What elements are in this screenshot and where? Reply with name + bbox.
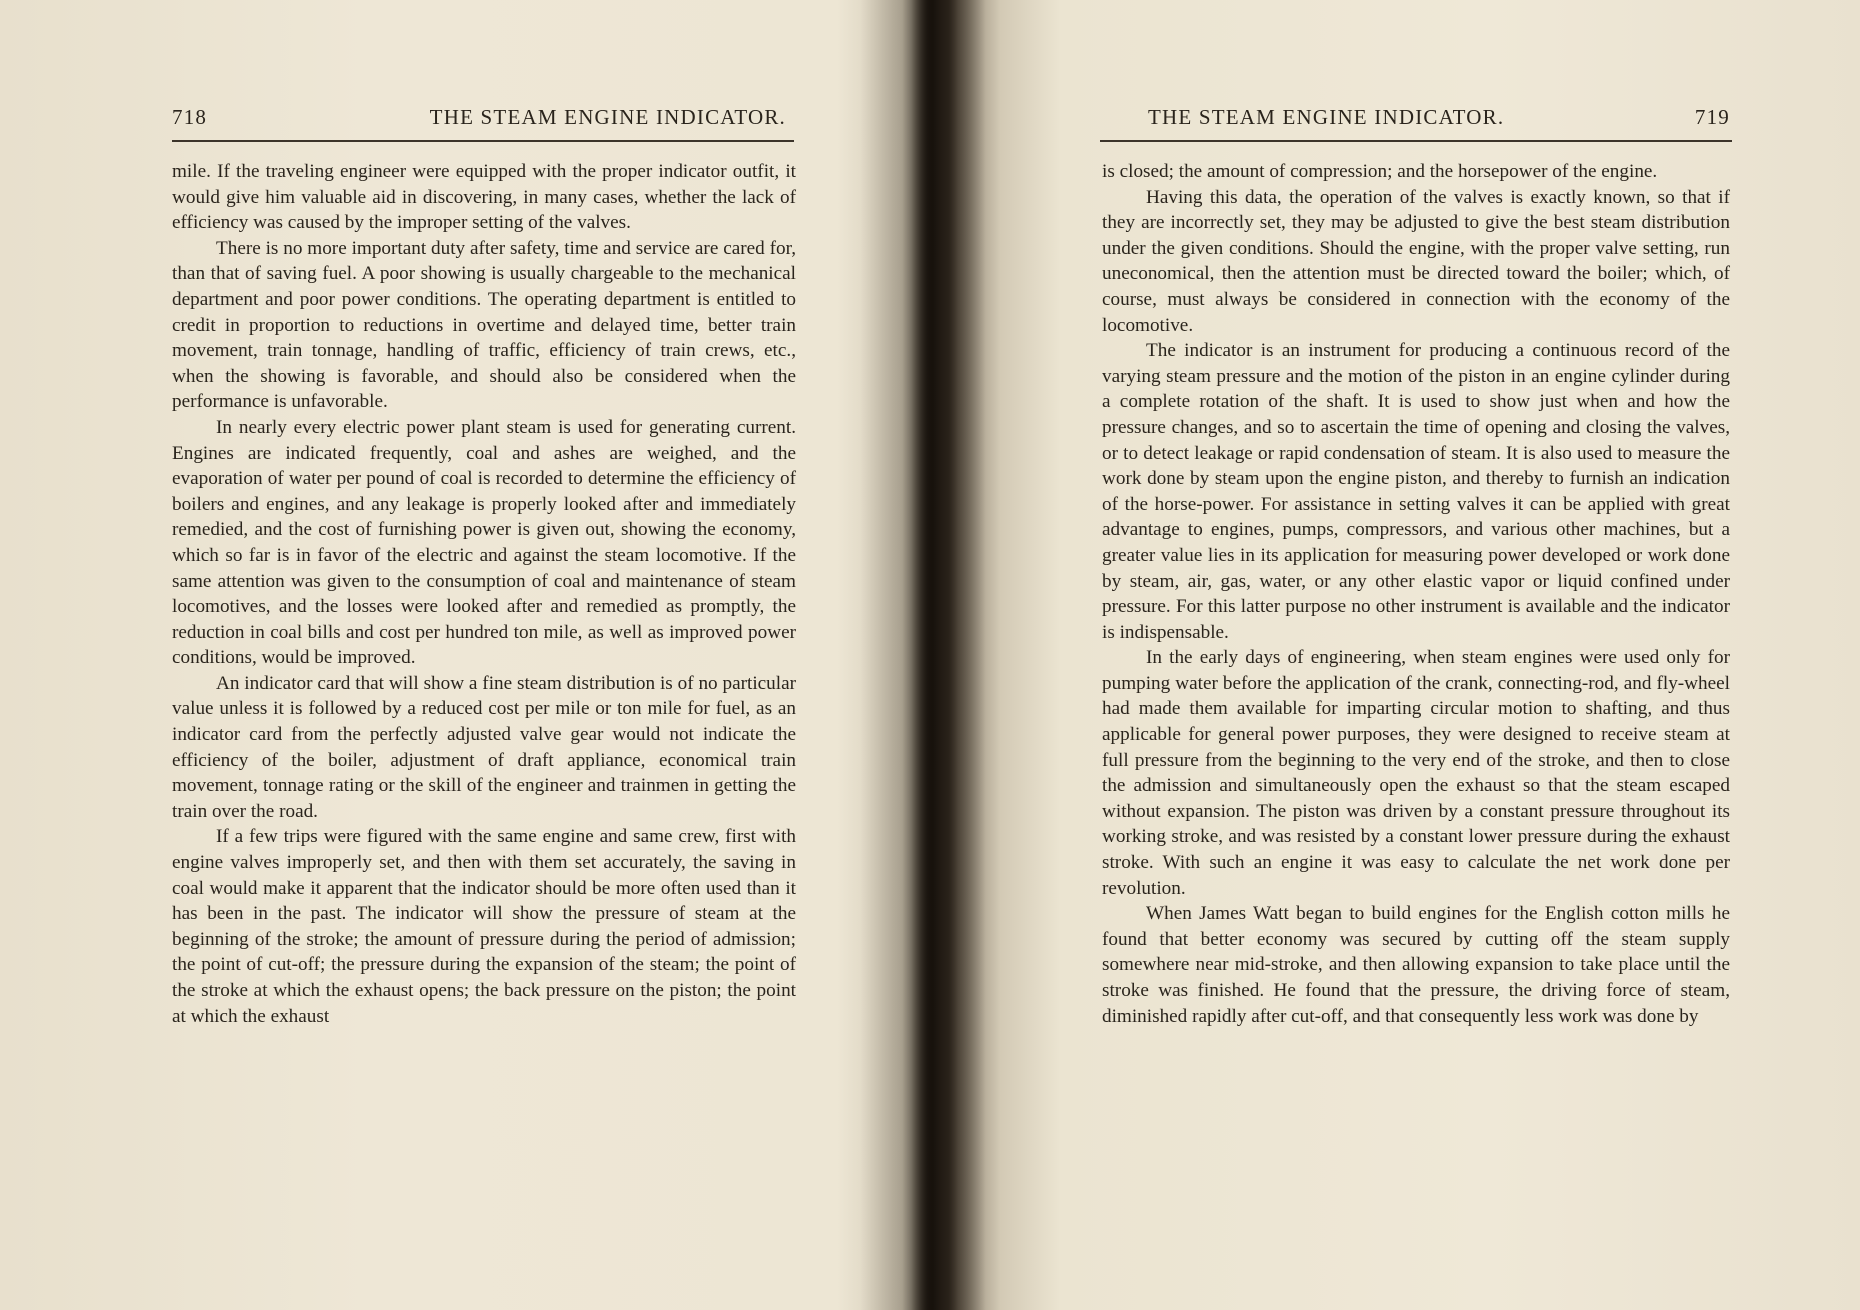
right-body-text xyxy=(1102,159,1730,1029)
right-paragraph-5: When James Watt began to build engines for the English cotton mills he found that better economy was secured by cutting off the steam supply somewhere near mid-stroke, and then allowing expansion to take place until the stroke was finished. He found that the pressure, the driving force of steam, diminished rapidly after cut-off, and that consequently less work was done by xyxy=(1102,903,1730,1027)
left-header-rule xyxy=(172,140,794,142)
right-page xyxy=(940,0,1860,1310)
right-paragraph-1: is closed; the amount of compression; and the horsepower of the engine. xyxy=(1102,161,1658,182)
left-paragraph-3: In nearly every electric power plant steam is used for generating current. Engines are indicated frequently, coal and ashes are weighed, and the evaporation of water per pound of coal is recorded to determine the efficiency of boilers and engines, and any leakage is properly looked after and immediately remedied, and the cost of furnishing power is given out, showing the economy, which so far is in favor of the electric and against the steam locomotive. If the same attention was given to the consumption of coal and maintenance of steam locomotives, and the losses were looked after and remedied as promptly, the reduction in coal bills and cost per hundred ton mile, as well as improved power conditions, would be improved. xyxy=(172,416,796,669)
left-paragraph-1: mile. If the traveling engineer were equipped with the proper indicator outfit, it would give him valuable aid in discovering, in many cases, whether the lack of efficiency was caused by the improper setting of the valves. xyxy=(172,161,796,234)
left-paragraph-4: An indicator card that will show a fine steam distribution is of no particular value unless it is followed by a reduced cost per mile or ton mile for fuel, as an indicator card from the perfectly adjusted valve gear would not indicate the efficiency of the boiler, adjustment of draft appliance, economical train movement, tonnage rating or the skill of the engineer and trainmen in getting the train over the road. xyxy=(172,672,796,822)
left-page-number: 718 xyxy=(172,105,208,129)
right-paragraph-3: The indicator is an instrument for producing a continuous record of the varying steam pressure and the motion of the piston in an engine cylinder during a complete rotation of the shaft. It is used to show just when and how the pressure changes, and so to ascertain the time of opening and closing the valves, or to detect leakage or rapid condensation of steam. It is also used to measure the work done by steam upon the engine piston, and thereby to furnish an indication of the horse-power. For assistance in setting valves it can be applied with great advantage to engines, pumps, compressors, and various other machines, but a greater value lies in its application for measuring power developed or work done by steam, air, gas, water, or any other elastic vapor or liquid confined under pressure. For this latter purpose no other instrument is available and the indicator is indispensable. xyxy=(1102,340,1730,643)
right-paragraph-2: Having this data, the operation of the valves is exactly known, so that if they are incorrectly set, they may be adjusted to give the best steam distribution under the given conditions. Should the engine, with the proper valve setting, run uneconomical, then the attention must be directed toward the boiler; which, of course, must always be considered in connection with the economy of the locomotive. xyxy=(1102,186,1730,336)
right-running-head xyxy=(1102,105,1730,130)
left-paragraph-2: There is no more important duty after safety, time and service are cared for, than that of saving fuel. A poor showing is usually chargeable to the mechanical department and poor power conditions. The operating department is entitled to credit in proportion to reductions in overtime and delayed time, better train movement, train tonnage, handling of traffic, efficiency of train crews, etc., when the showing is favorable, and should also be considered when the performance is unfavorable. xyxy=(172,237,796,413)
right-paragraph-4: In the early days of engineering, when steam engines were used only for pumping water before the application of the crank, connecting-rod, and fly-wheel had made them available for imparting circular motion to shafting, and thus applicable for general power purposes, they were designed to receive steam at full pressure from the beginning to the very end of the stroke, and then to close the admission and simultaneously open the exhaust so that the steam escaped without expansion. The piston was driven by a constant pressure throughout its working stroke, and was resisted by a constant lower pressure during the exhaust stroke. With such an engine it was easy to calculate the net work done per revolution. xyxy=(1102,647,1730,899)
left-paragraph-5: If a few trips were figured with the same engine and same crew, first with engine valves improperly set, and then with them set accurately, the saving in coal would make it apparent that the indicator should be more often used than it has been in the past. The indicator will show the pressure of steam at the beginning of the stroke; the amount of pressure during the period of admission; the point of cut-off; the pressure during the expansion of the steam; the point of the stroke at which the exhaust opens; the back pressure on the piston; the point at which the exhaust xyxy=(172,826,796,1027)
left-running-head xyxy=(172,105,794,130)
right-running-title: THE STEAM ENGINE INDICATOR. xyxy=(1148,105,1505,129)
right-header-rule xyxy=(1100,140,1732,142)
left-page xyxy=(0,0,900,1310)
left-body-text xyxy=(172,159,796,1029)
right-page-number: 719 xyxy=(1694,105,1730,129)
left-running-title: THE STEAM ENGINE INDICATOR. xyxy=(429,105,786,129)
